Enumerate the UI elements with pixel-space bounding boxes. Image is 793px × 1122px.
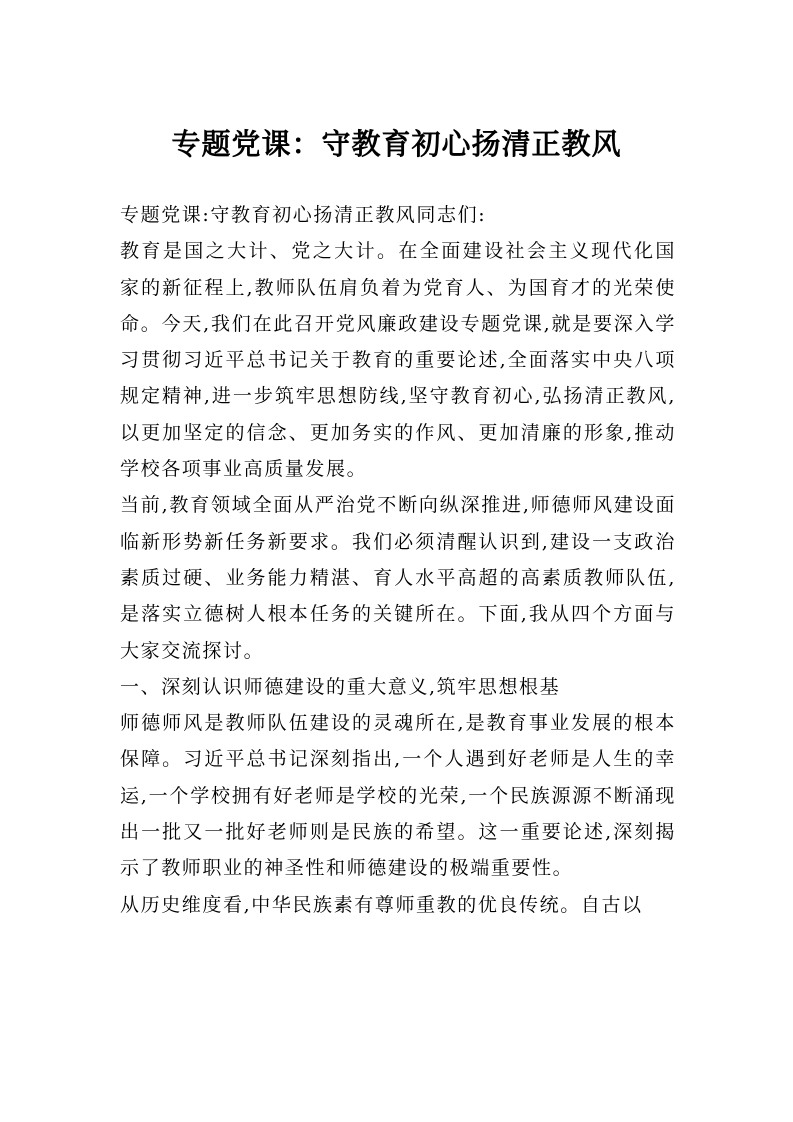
paragraph-context: 当前,教育领域全面从严治党不断向纵深推进,师德师风建设面临新形势新任务新要求。我们必须清醒认识到,建设一支政治素质过硬、业务能力精湛、育人水平高超的高素质教师队伍,是落实立德树人根本任务的关键所在。下面,我从四个方面与大家交流探讨。 (120, 494, 676, 662)
document-title: 专题党课：守教育初心扬清正教风 (171, 127, 622, 161)
paragraph-greeting: 专题党课:守教育初心扬清正教风同志们: (120, 204, 487, 226)
paragraph-history: 从历史维度看,中华民族素有尊师重教的优良传统。自古以 (120, 893, 643, 916)
paragraph-intro: 教育是国之大计、党之大计。在全面建设社会主义现代化国家的新征程上,教师队伍肩负着为党育人、为国育才的光荣使命。今天,我们在此召开党风廉政建设专题党课,就是要深入学习贯彻习近平总书记关于教育的重要论述,全面落实中央八项规定精神,进一步筑牢思想防线,坚守教育初心,弘扬清正教风,以更加坚定的信念、更加务实的作风、更加清廉的形象,推动学校各项事业高质量发展。 (120, 240, 676, 481)
section-heading-1: 一、深刻认识师德建设的重大意义,筑牢思想根基 (120, 675, 561, 698)
document-body (120, 197, 676, 923)
paragraph-section-1: 师德师风是教师队伍建设的灵魂所在,是教育事业发展的根本保障。习近平总书记深刻指出,一个人遇到好老师是人生的幸运,一个学校拥有好老师是学校的光荣,一个民族源源不断涌现出一批又一批好老师则是民族的希望。这一重要论述,深刻揭示了教师职业的神圣性和师德建设的极端重要性。 (120, 712, 676, 880)
